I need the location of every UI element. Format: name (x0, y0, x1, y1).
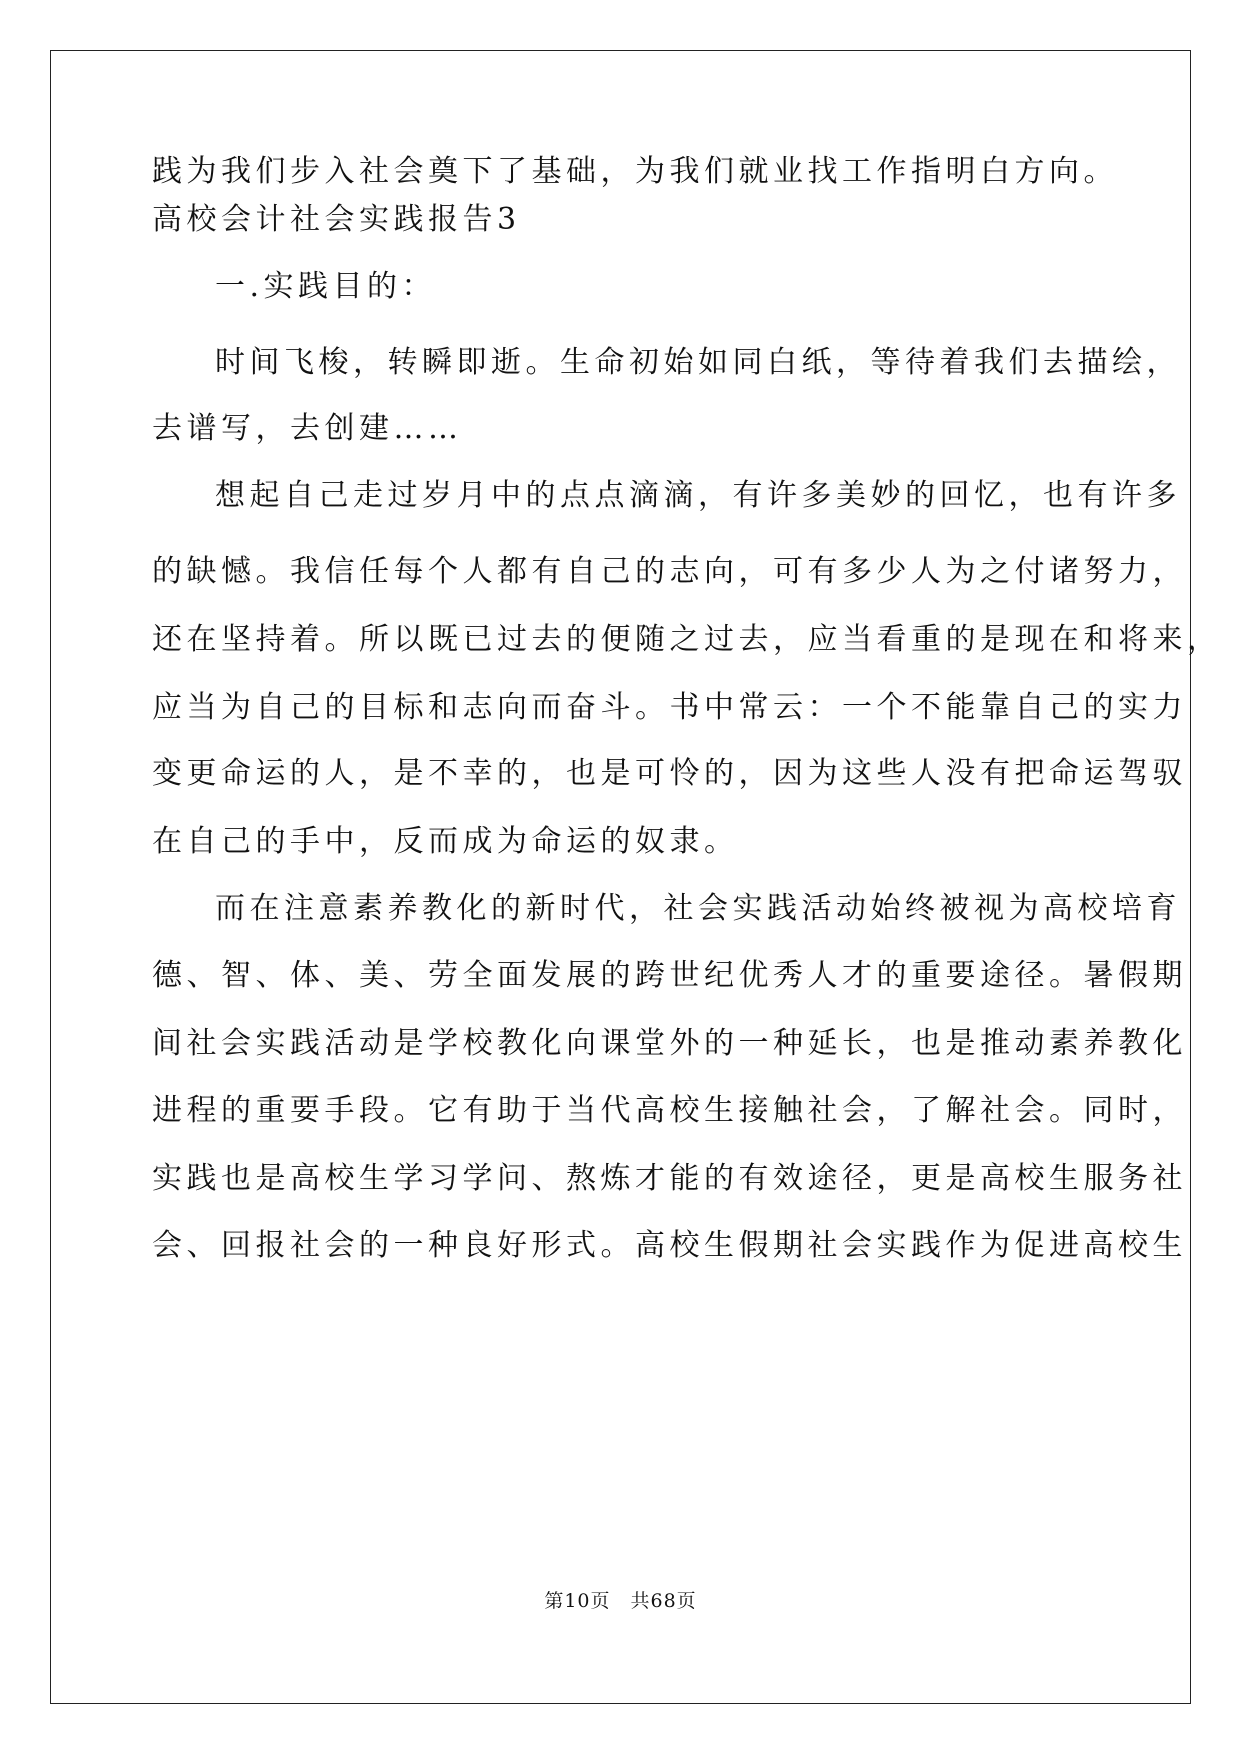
text-line: 的缺憾。我信任每个人都有自己的志向，可有多少人为之付诸努力， (152, 554, 1187, 589)
text-line: 进程的重要手段。它有助于当代高校生接触社会，了解社会。同时， (152, 1093, 1187, 1128)
text-line: 间社会实践活动是学校教化向课堂外的一种延长，也是推动素养教化 (152, 1026, 1187, 1061)
text-line: 还在坚持着。所以既已过去的便随之过去，应当看重的是现在和将来， (152, 622, 1222, 657)
text-line: 会、回报社会的一种良好形式。高校生假期社会实践作为促进高校生 (152, 1228, 1187, 1263)
subheading: 一.实践目的： (215, 269, 437, 304)
text-line: 在自己的手中，反而成为命运的奴隶。 (152, 824, 739, 859)
text-line: 践为我们步入社会奠下了基础，为我们就业找工作指明白方向。 (152, 154, 1118, 189)
text-line: 而在注意素养教化的新时代，社会实践活动始终被视为高校培育 (215, 891, 1181, 926)
page-number-footer: 第10页 共68页 (544, 1590, 697, 1612)
section-heading: 高校会计社会实践报告3 (152, 202, 521, 237)
text-line: 去谱写，去创建…… (152, 411, 463, 446)
text-line: 时间飞梭，转瞬即逝。生命初始如同白纸，等待着我们去描绘， (215, 345, 1181, 380)
text-line: 应当为自己的目标和志向而奋斗。书中常云：一个不能靠自己的实力 (152, 690, 1187, 725)
text-line: 德、智、体、美、劳全面发展的跨世纪优秀人才的重要途径。暑假期 (152, 958, 1187, 993)
text-line: 想起自己走过岁月中的点点滴滴，有许多美妙的回忆，也有许多 (215, 478, 1181, 513)
text-line: 变更命运的人，是不幸的，也是可怜的，因为这些人没有把命运驾驭 (152, 756, 1187, 791)
text-line: 实践也是高校生学习学问、熬炼才能的有效途径，更是高校生服务社 (152, 1161, 1187, 1196)
